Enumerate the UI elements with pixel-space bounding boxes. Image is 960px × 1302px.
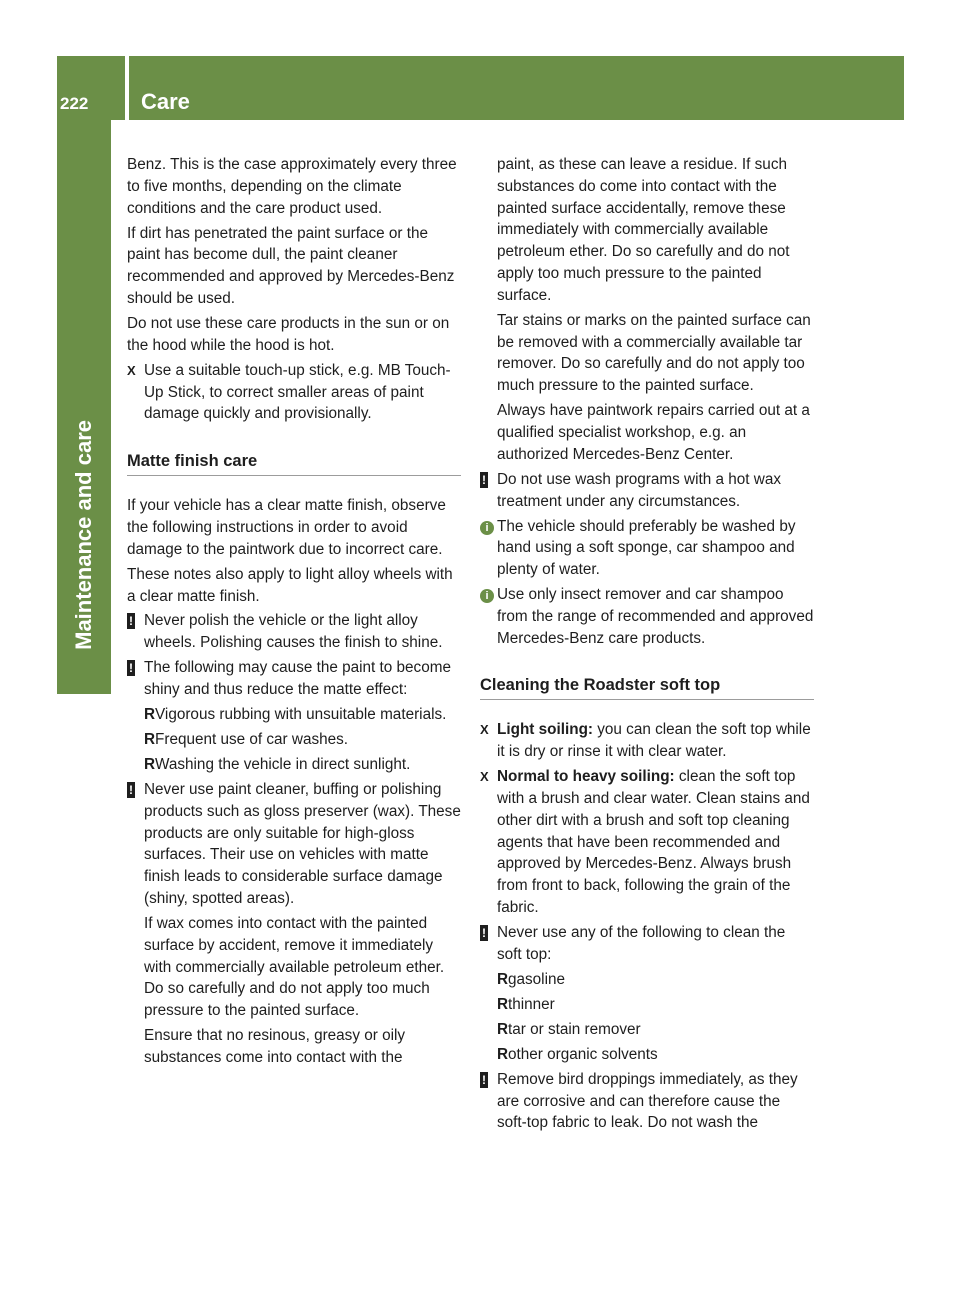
warning-text: The following may cause the paint to become shiny and thus reduce the matte effect: <box>144 659 451 699</box>
instruction-step <box>127 360 461 425</box>
info-text: The vehicle should preferably be washed by hand using a soft sponge, car shampoo and plenty of water. <box>497 517 796 579</box>
warning-note <box>127 610 461 654</box>
warning-icon: ! <box>482 1072 486 1087</box>
bullet-mark: R <box>144 706 156 724</box>
paragraph: Do not use these care products in the sun or on the hood while the hood is hot. <box>127 314 450 354</box>
paragraph: Tar stains or marks on the painted surface can be removed with a commercially available tar remover. Do so carefully and do not apply too much pressure to the painted surface. <box>497 311 811 395</box>
warning-note <box>480 922 814 966</box>
page-number: 222 <box>60 94 89 113</box>
right-column <box>480 154 814 1137</box>
list-item: R Frequent use of car washes. <box>144 729 461 751</box>
paragraph: If your vehicle has a clear matte finish, observe the following instructions in order to avoid damage to the paintwork due to incorrect care. <box>127 497 446 558</box>
step-arrow-icon: X <box>480 769 489 785</box>
info-note <box>480 584 814 649</box>
paragraph: Benz. This is the case approximately every three to five months, depending on the climate conditions and the care product used. <box>127 156 457 217</box>
warning-text: Remove bird droppings immediately, as they are corrosive and can therefore cause the soft-top fabric to leak. Do not wash the <box>497 1070 798 1132</box>
list-item: R Washing the vehicle in direct sunlight. <box>144 754 461 776</box>
info-text: Use only insect remover and car shampoo from the range of recommended and approved Mercedes-Benz care products. <box>497 586 814 647</box>
info-icon: i <box>480 521 494 535</box>
step-text: Use a suitable touch-up stick, e.g. MB Touch-Up Stick, to correct smaller areas of paint damage quickly and provisionally. <box>144 361 451 423</box>
list-item: R thinner <box>497 994 814 1016</box>
section-heading-soft-top: Cleaning the Roadster soft top <box>480 675 814 700</box>
list-item: R tar or stain remover <box>497 1019 814 1041</box>
paragraph: If dirt has penetrated the paint surface or the paint has become dull, the paint cleaner recommended and approved by Mercedes-Benz should be used. <box>127 224 455 307</box>
bullet-mark: R <box>497 1045 509 1063</box>
left-column <box>127 154 461 1072</box>
paragraph: If wax comes into contact with the painted surface by accident, remove it immediately with commercially available petroleum ether. Do so carefully and do not apply too much pressure to the painted surface. <box>144 914 445 1020</box>
instruction-step <box>480 766 814 919</box>
side-tab-label-wrap <box>57 120 111 650</box>
section-title: Care <box>141 89 190 114</box>
instruction-step <box>480 719 814 763</box>
side-tab-label: Maintenance and care <box>71 420 96 650</box>
list-item: R gasoline <box>497 969 814 991</box>
bullet-mark: R <box>497 995 509 1013</box>
warning-note <box>480 469 814 513</box>
warning-text: Do not use wash programs with a hot wax treatment under any circumstances. <box>497 470 781 510</box>
info-note <box>480 516 814 581</box>
list-item: R Vigorous rubbing with unsuitable materials. <box>144 704 461 726</box>
bullet-mark: R <box>144 731 156 749</box>
step-arrow-icon: X <box>480 722 489 738</box>
section-heading-matte: Matte finish care <box>127 451 461 476</box>
paragraph: paint, as these can leave a residue. If such substances do come into contact with the painted surface accidentally, remove these immediately with commercially available petroleum ether. Do so carefully and do not apply too much pressure to the painted surface. <box>497 156 790 304</box>
warning-text: Never use paint cleaner, buffing or polishing products such as gloss preserver (wax). These products are only suitable for high-gloss surfaces. Their use on vehicles with matte finish leads to considerable surface damage (shiny, spotted areas). <box>144 781 461 907</box>
header-divider <box>125 56 129 120</box>
step-text: Light soiling: you can clean the soft top while it is dry or rinse it with clear water. <box>497 721 811 761</box>
bullet-mark: R <box>497 1020 509 1038</box>
paragraph: Always have paintwork repairs carried out at a qualified specialist workshop, e.g. an authorized Mercedes-Benz Center. <box>497 402 810 463</box>
warning-icon: ! <box>129 614 133 629</box>
step-arrow-icon: X <box>127 362 136 378</box>
warning-icon: ! <box>482 472 486 487</box>
bullet-list <box>480 969 814 1066</box>
list-item: R other organic solvents <box>497 1044 814 1066</box>
warning-icon: ! <box>129 661 133 676</box>
step-text: Normal to heavy soiling: clean the soft top with a brush and clear water. Clean stains and other dirt with a brush and soft top cleaning agents that have been recommended and approved by Mercedes-Benz. Always brush from front to back, following the grain of the fabric. <box>497 768 810 917</box>
warning-icon: ! <box>482 926 486 941</box>
info-icon: i <box>480 589 494 603</box>
warning-note <box>127 779 461 910</box>
warning-text: Never polish the vehicle or the light alloy wheels. Polishing causes the finish to shine. <box>144 612 443 652</box>
paragraph: These notes also apply to light alloy wheels with a clear matte finish. <box>127 565 453 605</box>
bullet-list <box>127 704 461 776</box>
bullet-mark: R <box>497 970 509 988</box>
warning-text: Never use any of the following to clean the soft top: <box>497 924 786 963</box>
bullet-mark: R <box>144 756 156 774</box>
warning-icon: ! <box>129 783 133 797</box>
paragraph: Ensure that no resinous, greasy or oily substances come into contact with the <box>144 1027 406 1066</box>
warning-note <box>480 1069 814 1134</box>
warning-note <box>127 657 461 701</box>
